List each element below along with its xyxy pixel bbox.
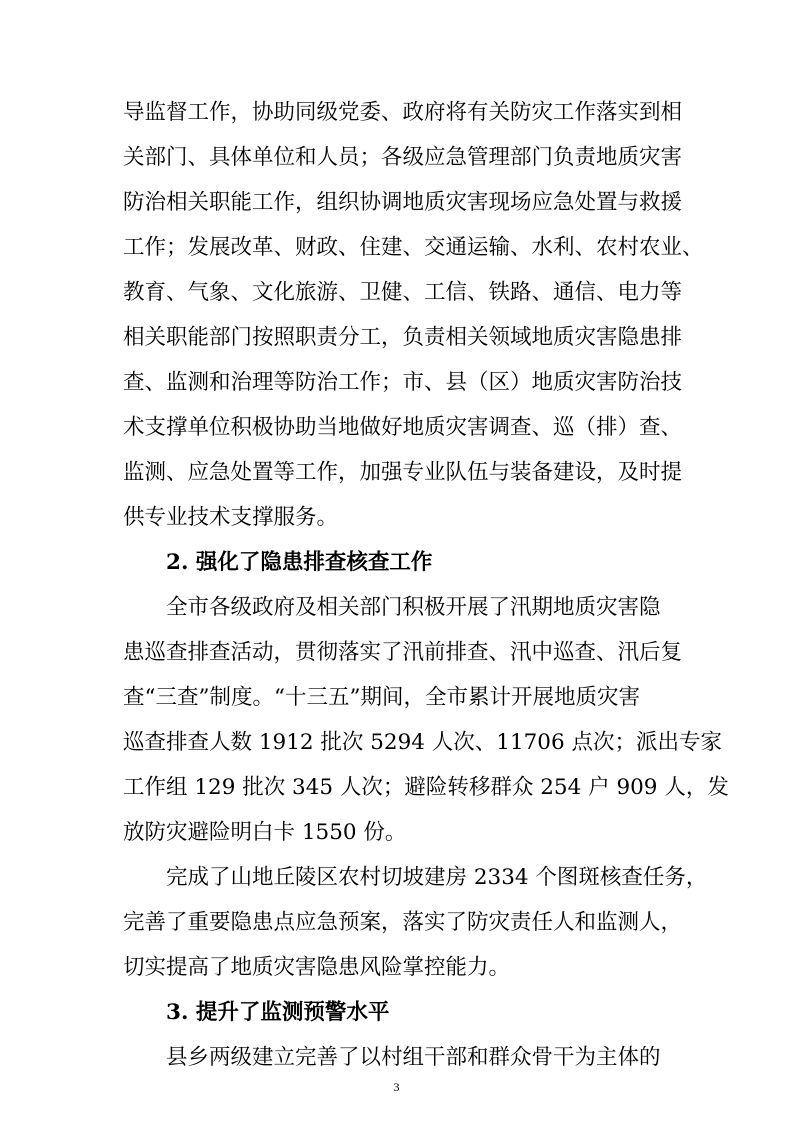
paragraph-line: 完成了山地丘陵区农村切坡建房 2334 个图斑核查任务， bbox=[166, 865, 708, 890]
paragraph-line: 工作；发展改革、财政、住建、交通运输、水利、农村农业、 bbox=[123, 235, 704, 260]
paragraph-line: 全市各级政府及相关部门积极开展了汛期地质灾害隐 bbox=[166, 595, 661, 620]
paragraph-line: 工作组 129 批次 345 人次；避险转移群众 254 户 909 人，发 bbox=[123, 775, 729, 800]
paragraph-line: 导监督工作，协助同级党委、政府将有关防灾工作落实到相 bbox=[123, 100, 683, 125]
paragraph-line: 教育、气象、文化旅游、卫健、工信、铁路、通信、电力等 bbox=[123, 280, 683, 305]
paragraph-line: 完善了重要隐患点应急预案，落实了防灾责任人和监测人， bbox=[123, 910, 683, 935]
paragraph-line: 关部门、具体单位和人员；各级应急管理部门负责地质灾害 bbox=[123, 145, 683, 170]
paragraph-line: 监测、应急处置等工作，加强专业队伍与装备建设，及时提 bbox=[123, 460, 683, 485]
page-number: 3 bbox=[393, 1080, 400, 1094]
section-heading: 3. 提升了监测预警水平 bbox=[166, 1000, 390, 1025]
paragraph-line: 放防灾避险明白卡 1550 份。 bbox=[123, 820, 407, 845]
section-heading: 2. 强化了隐患排查核查工作 bbox=[166, 550, 433, 575]
paragraph-line: 防治相关职能工作，组织协调地质灾害现场应急处置与救援 bbox=[123, 190, 683, 215]
paragraph-line: 查、监测和治理等防治工作；市、县（区）地质灾害防治技 bbox=[123, 370, 683, 395]
paragraph-line: 术支撑单位积极协助当地做好地质灾害调查、巡（排）查、 bbox=[123, 415, 683, 440]
paragraph-line: 切实提高了地质灾害隐患风险掌控能力。 bbox=[123, 955, 511, 980]
paragraph-line: 县乡两级建立完善了以村组干部和群众骨干为主体的 bbox=[166, 1045, 661, 1070]
paragraph-line: 查“三查”制度。“十三五”期间，全市累计开展地质灾害 bbox=[123, 685, 640, 710]
paragraph-line: 巡查排查人数 1912 批次 5294 人次、11706 点次；派出专家 bbox=[123, 730, 722, 755]
paragraph-line: 患巡查排查活动，贯彻落实了汛前排查、汛中巡查、汛后复 bbox=[123, 640, 683, 665]
paragraph-line: 相关职能部门按照职责分工，负责相关领域地质灾害隐患排 bbox=[123, 325, 683, 350]
paragraph-line: 供专业技术支撑服务。 bbox=[123, 505, 339, 530]
